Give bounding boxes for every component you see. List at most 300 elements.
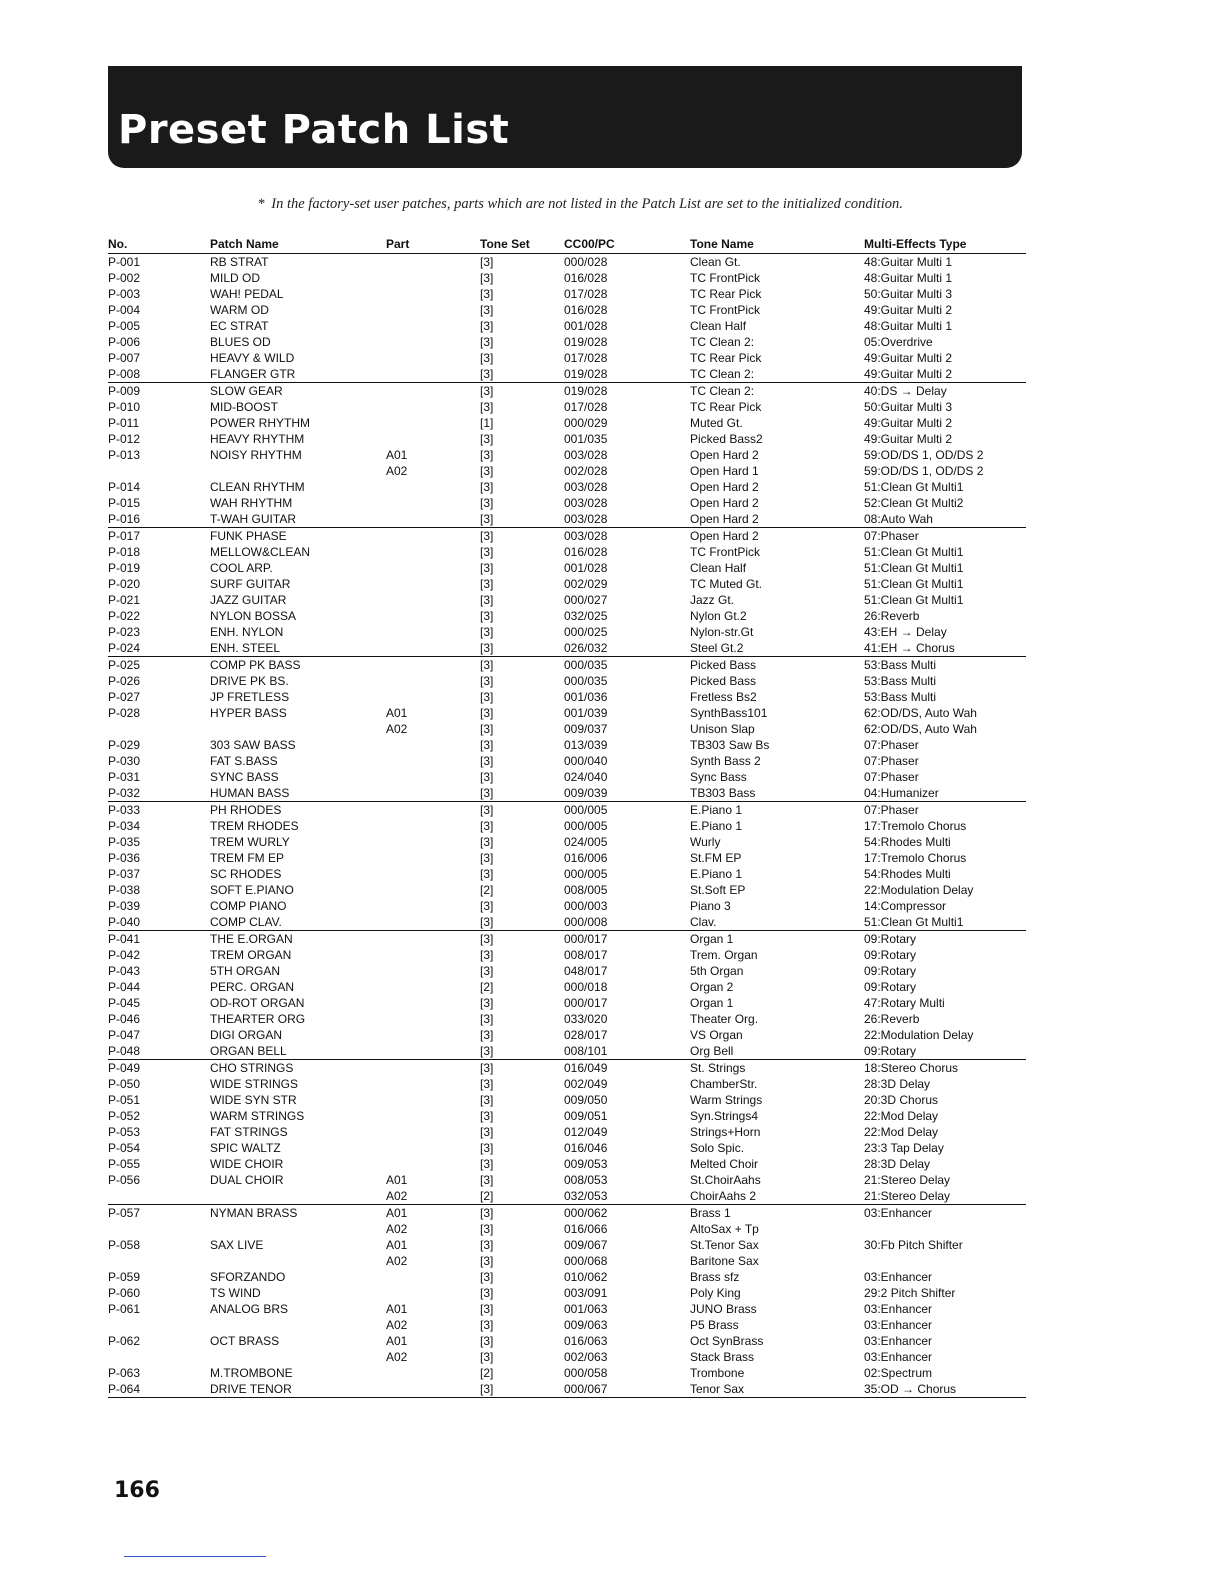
table-row xyxy=(108,689,1026,705)
cell-cc-pc: 008/053 xyxy=(564,1173,608,1187)
cell-no: P-058 xyxy=(108,1238,141,1252)
cell-tone-name: Open Hard 2 xyxy=(690,511,864,528)
cell-no: P-005 xyxy=(108,319,141,333)
cell-mfx-type: 07:Phaser xyxy=(864,803,919,817)
cell-cc-pc: 009/050 xyxy=(564,1093,608,1107)
cell-no: P-060 xyxy=(108,1286,141,1300)
table-row xyxy=(108,640,1026,657)
cell-tone-name: Wurly xyxy=(690,835,721,849)
cell-part xyxy=(386,1365,460,1381)
cell-mfx-type: 22:Mod Delay xyxy=(864,1125,939,1139)
cell-mfx-type: 40:DS → Delay xyxy=(864,384,947,398)
cell-no: P-041 xyxy=(108,932,141,946)
cell-tone-set: [3] xyxy=(480,754,494,768)
cell-tone-set: [2] xyxy=(480,883,494,897)
cell-cc-pc: 000/017 xyxy=(564,932,608,946)
table-row xyxy=(108,399,1026,415)
cell-tone-set: [3] xyxy=(480,706,494,720)
cell-mfx-type: 07:Phaser xyxy=(864,738,919,752)
cell-cc-pc: 009/039 xyxy=(564,785,690,802)
cell-patch-name: TREM RHODES xyxy=(210,819,299,833)
cell-tone-set: [3] xyxy=(480,1125,494,1139)
cell-part: A02 xyxy=(386,1222,408,1236)
cell-cc-pc: 028/017 xyxy=(564,1028,608,1042)
cell-mfx-type: 35:OD → Chorus xyxy=(864,1381,1026,1398)
cell-mfx-type: 08:Auto Wah xyxy=(864,511,1026,528)
cell-cc-pc: 002/028 xyxy=(564,464,608,478)
cell-part xyxy=(386,898,460,914)
cell-tone-name: Stack Brass xyxy=(690,1350,755,1364)
cell-cc-pc: 003/028 xyxy=(564,496,608,510)
cell-mfx-type: 51:Clean Gt Multi1 xyxy=(864,593,964,607)
cell-tone-name: Solo Spic. xyxy=(690,1141,745,1155)
cell-part: A02 xyxy=(386,1318,408,1332)
cell-patch-name: CLEAN RHYTHM xyxy=(210,480,305,494)
cell-mfx-type: 51:Clean Gt Multi1 xyxy=(864,577,964,591)
cell-tone-set: [3] xyxy=(480,658,494,672)
table-row xyxy=(108,1092,1026,1108)
cell-cc-pc: 000/067 xyxy=(564,1381,690,1398)
cell-tone-set: [3] xyxy=(480,1334,494,1348)
cell-tone-set: [3] xyxy=(480,351,494,365)
cell-cc-pc: 009/067 xyxy=(564,1238,608,1252)
cell-no: P-023 xyxy=(108,625,141,639)
cell-mfx-type: 18:Stereo Chorus xyxy=(864,1061,959,1075)
cell-part xyxy=(386,802,460,819)
cell-mfx-type: 14:Compressor xyxy=(864,899,947,913)
cell-mfx-type: 28:3D Delay xyxy=(864,1077,931,1091)
cell-patch-name: NYLON BOSSA xyxy=(210,609,297,623)
cell-cc-pc: 000/028 xyxy=(564,255,608,269)
cell-part xyxy=(386,1108,460,1124)
cell-mfx-type: 09:Rotary xyxy=(864,1043,1026,1060)
cell-tone-name: Nylon-str.Gt xyxy=(690,625,754,639)
cell-patch-name xyxy=(210,1253,386,1269)
cell-tone-set: [3] xyxy=(480,835,494,849)
table-row xyxy=(108,544,1026,560)
cell-part xyxy=(386,608,460,624)
cell-no: P-020 xyxy=(108,577,141,591)
cell-mfx-type: 49:Guitar Multi 2 xyxy=(864,366,1026,383)
cell-mfx-type: 51:Clean Gt Multi1 xyxy=(864,545,964,559)
cell-part xyxy=(386,366,460,383)
cell-tone-name: St.Tenor Sax xyxy=(690,1238,759,1252)
cell-cc-pc: 000/068 xyxy=(564,1254,608,1268)
table-row xyxy=(108,383,1026,400)
table-row xyxy=(108,1043,1026,1060)
cell-mfx-type: 62:OD/DS, Auto Wah xyxy=(864,722,977,736)
table-row xyxy=(108,1205,1026,1222)
cell-patch-name xyxy=(210,1221,386,1237)
table-row xyxy=(108,1365,1026,1381)
cell-tone-name: TC Clean 2: xyxy=(690,335,755,349)
cell-tone-name: Trem. Organ xyxy=(690,948,758,962)
cell-tone-set: [3] xyxy=(480,1141,494,1155)
cell-cc-pc: 001/028 xyxy=(564,319,608,333)
cell-tone-set: [3] xyxy=(480,1350,494,1364)
table-row xyxy=(108,1381,1026,1398)
cell-tone-name: E.Piano 1 xyxy=(690,867,743,881)
cell-no: P-022 xyxy=(108,609,141,623)
cell-mfx-type: 09:Rotary xyxy=(864,948,917,962)
table-row xyxy=(108,592,1026,608)
cell-mfx-type: 43:EH → Delay xyxy=(864,625,947,639)
cell-cc-pc: 000/018 xyxy=(564,980,608,994)
cell-tone-set: [3] xyxy=(480,1012,494,1026)
cell-tone-set: [3] xyxy=(480,1061,494,1075)
cell-tone-set: [3] xyxy=(480,932,494,946)
cell-tone-name: AltoSax + Tp xyxy=(690,1222,759,1236)
table-row xyxy=(108,866,1026,882)
cell-patch-name: JAZZ GUITAR xyxy=(210,593,287,607)
cell-mfx-type: 62:OD/DS, Auto Wah xyxy=(864,706,977,720)
cell-tone-set: [2] xyxy=(480,1366,494,1380)
cell-tone-name: Open Hard 2 xyxy=(690,448,759,462)
cell-no: P-024 xyxy=(108,640,210,657)
cell-cc-pc: 003/028 xyxy=(564,511,690,528)
header-tone-name: Tone Name xyxy=(690,236,864,254)
cell-tone-name: TC FrontPick xyxy=(690,303,761,317)
cell-no: P-055 xyxy=(108,1157,141,1171)
cell-tone-set: [3] xyxy=(480,803,494,817)
cell-tone-set: [3] xyxy=(480,335,494,349)
cell-cc-pc: 008/101 xyxy=(564,1043,690,1060)
cell-no: P-057 xyxy=(108,1206,141,1220)
cell-part: A02 xyxy=(386,1350,408,1364)
table-row xyxy=(108,818,1026,834)
cell-cc-pc: 032/053 xyxy=(564,1188,690,1205)
cell-mfx-type: 03:Enhancer xyxy=(864,1318,933,1332)
cell-no xyxy=(108,1349,210,1365)
cell-tone-name: Sync Bass xyxy=(690,770,747,784)
table-row xyxy=(108,785,1026,802)
table-row xyxy=(108,286,1026,302)
cell-part xyxy=(386,576,460,592)
cell-mfx-type: 03:Enhancer xyxy=(864,1270,933,1284)
cell-no: P-025 xyxy=(108,658,141,672)
cell-no: P-014 xyxy=(108,480,141,494)
table-row xyxy=(108,302,1026,318)
cell-tone-set: [3] xyxy=(480,1286,494,1300)
table-row xyxy=(108,560,1026,576)
cell-mfx-type: 03:Enhancer xyxy=(864,1350,933,1364)
table-row xyxy=(108,624,1026,640)
table-row xyxy=(108,318,1026,334)
cell-patch-name: 303 SAW BASS xyxy=(210,738,296,752)
cell-patch-name: TREM FM EP xyxy=(210,851,284,865)
cell-part xyxy=(386,592,460,608)
cell-tone-name: Org Bell xyxy=(690,1043,864,1060)
cell-patch-name: FLANGER GTR xyxy=(210,366,386,383)
cell-patch-name: JP FRETLESS xyxy=(210,690,290,704)
cell-no: P-009 xyxy=(108,384,141,398)
cell-patch-name: SLOW GEAR xyxy=(210,384,283,398)
cell-mfx-type: 17:Tremolo Chorus xyxy=(864,851,967,865)
cell-tone-set: [3] xyxy=(460,914,564,931)
table-row xyxy=(108,753,1026,769)
header-no: No. xyxy=(108,236,210,254)
cell-tone-name: Picked Bass2 xyxy=(690,432,763,446)
cell-part xyxy=(386,254,460,271)
cell-cc-pc: 012/049 xyxy=(564,1125,608,1139)
cell-mfx-type: 48:Guitar Multi 1 xyxy=(864,271,953,285)
cell-no: P-010 xyxy=(108,400,141,414)
cell-tone-name: Open Hard 1 xyxy=(690,464,759,478)
table-row xyxy=(108,769,1026,785)
cell-cc-pc: 009/051 xyxy=(564,1109,608,1123)
cell-tone-set: [3] xyxy=(480,1028,494,1042)
table-row xyxy=(108,931,1026,948)
cell-tone-set: [3] xyxy=(460,1381,564,1398)
cell-mfx-type: 48:Guitar Multi 1 xyxy=(864,319,953,333)
cell-no: P-027 xyxy=(108,690,141,704)
cell-mfx-type: 22:Mod Delay xyxy=(864,1109,939,1123)
table-row xyxy=(108,1124,1026,1140)
cell-tone-set: [3] xyxy=(480,480,494,494)
cell-part xyxy=(386,1060,460,1077)
cell-mfx-type: 48:Guitar Multi 1 xyxy=(864,255,953,269)
cell-cc-pc: 003/028 xyxy=(564,448,608,462)
cell-no: P-050 xyxy=(108,1077,141,1091)
cell-tone-name: TC Rear Pick xyxy=(690,287,762,301)
cell-part xyxy=(386,334,460,350)
cell-patch-name: WIDE CHOIR xyxy=(210,1157,284,1171)
cell-tone-set: [3] xyxy=(480,948,494,962)
cell-cc-pc: 009/063 xyxy=(564,1318,608,1332)
cell-part xyxy=(386,1381,460,1398)
header-tone-set: Tone Set xyxy=(460,236,564,254)
cell-part xyxy=(386,914,460,931)
cell-cc-pc: 026/032 xyxy=(564,640,690,657)
cell-part: A01 xyxy=(386,1173,408,1187)
header-cc-pc: CC00/PC xyxy=(564,236,690,254)
patch-table-body xyxy=(108,254,1026,1398)
table-row xyxy=(108,1221,1026,1237)
table-row xyxy=(108,979,1026,995)
cell-tone-set: [3] xyxy=(480,1206,494,1220)
cell-part xyxy=(386,866,460,882)
cell-part xyxy=(386,1124,460,1140)
footnote-marker: * xyxy=(258,196,266,212)
cell-no xyxy=(108,721,210,737)
cell-cc-pc: 010/062 xyxy=(564,1270,608,1284)
cell-mfx-type: 20:3D Chorus xyxy=(864,1093,939,1107)
cell-part xyxy=(386,431,460,447)
cell-no: P-001 xyxy=(108,255,141,269)
cell-tone-set: [3] xyxy=(480,529,494,543)
table-row xyxy=(108,1172,1026,1188)
cell-no: P-038 xyxy=(108,883,141,897)
table-row xyxy=(108,415,1026,431)
header-mfx-type: Multi-Effects Type xyxy=(864,236,1026,254)
cell-cc-pc: 000/040 xyxy=(564,754,608,768)
cell-no: P-013 xyxy=(108,448,141,462)
table-row xyxy=(108,721,1026,737)
cell-patch-name: WAH RHYTHM xyxy=(210,496,293,510)
cell-patch-name: SC RHODES xyxy=(210,867,282,881)
cell-no: P-036 xyxy=(108,851,141,865)
cell-patch-name: DIGI ORGAN xyxy=(210,1028,283,1042)
cell-part xyxy=(386,850,460,866)
cell-tone-name: TC Muted Gt. xyxy=(690,577,763,591)
cell-no: P-039 xyxy=(108,899,141,913)
cell-no: P-030 xyxy=(108,754,141,768)
cell-tone-name: Unison Slap xyxy=(690,722,755,736)
header-part: Part xyxy=(386,236,460,254)
cell-tone-set: [3] xyxy=(480,625,494,639)
cell-patch-name: SYNC BASS xyxy=(210,770,279,784)
cell-mfx-type: 52:Clean Gt Multi2 xyxy=(864,496,964,510)
cell-no: P-047 xyxy=(108,1028,141,1042)
cell-tone-name: Organ 2 xyxy=(690,980,734,994)
cell-cc-pc: 000/062 xyxy=(564,1206,608,1220)
table-row xyxy=(108,1269,1026,1285)
cell-tone-name: VS Organ xyxy=(690,1028,743,1042)
cell-cc-pc: 001/063 xyxy=(564,1302,608,1316)
cell-patch-name: COMP PK BASS xyxy=(210,658,301,672)
cell-tone-name: E.Piano 1 xyxy=(690,803,743,817)
cell-no: P-045 xyxy=(108,996,141,1010)
cell-mfx-type: 26:Reverb xyxy=(864,609,920,623)
cell-cc-pc: 000/025 xyxy=(564,625,608,639)
cell-tone-name: 5th Organ xyxy=(690,964,744,978)
cell-no: P-062 xyxy=(108,1334,141,1348)
cell-cc-pc: 000/035 xyxy=(564,658,608,672)
table-row xyxy=(108,1140,1026,1156)
table-row xyxy=(108,1333,1026,1349)
cell-patch-name: DUAL CHOIR xyxy=(210,1173,284,1187)
table-row xyxy=(108,995,1026,1011)
cell-tone-name: Clav. xyxy=(690,914,864,931)
cell-tone-name: Brass sfz xyxy=(690,1270,740,1284)
table-row xyxy=(108,576,1026,592)
cell-mfx-type: 02:Spectrum xyxy=(864,1366,933,1380)
table-row xyxy=(108,834,1026,850)
cell-tone-name: Open Hard 2 xyxy=(690,529,759,543)
cell-tone-name: Clean Half xyxy=(690,561,747,575)
cell-cc-pc: 008/017 xyxy=(564,948,608,962)
footer-rule xyxy=(124,1556,266,1557)
cell-part xyxy=(386,737,460,753)
cell-patch-name: FUNK PHASE xyxy=(210,529,287,543)
table-row xyxy=(108,705,1026,721)
cell-tone-set: [3] xyxy=(480,819,494,833)
cell-patch-name: HUMAN BASS xyxy=(210,785,386,802)
cell-part: A01 xyxy=(386,448,408,462)
cell-mfx-type: 49:Guitar Multi 2 xyxy=(864,303,953,317)
cell-part xyxy=(386,947,460,963)
cell-part xyxy=(386,640,460,657)
footnote-text: In the factory-set user patches, parts which are not listed in the Patch List are set to the initialized condition. xyxy=(271,196,903,212)
cell-tone-name: SynthBass101 xyxy=(690,706,768,720)
cell-cc-pc: 000/058 xyxy=(564,1366,608,1380)
cell-mfx-type: 50:Guitar Multi 3 xyxy=(864,400,953,414)
cell-no: P-049 xyxy=(108,1061,141,1075)
cell-patch-name: SPIC WALTZ xyxy=(210,1141,281,1155)
cell-no: P-016 xyxy=(108,511,210,528)
cell-part xyxy=(386,1285,460,1301)
table-row xyxy=(108,366,1026,383)
cell-mfx-type: 29:2 Pitch Shifter xyxy=(864,1286,956,1300)
cell-cc-pc: 016/028 xyxy=(564,303,608,317)
cell-tone-name: Open Hard 2 xyxy=(690,496,759,510)
cell-mfx-type: 09:Rotary xyxy=(864,980,917,994)
cell-mfx-type: 17:Tremolo Chorus xyxy=(864,819,967,833)
cell-part xyxy=(386,1027,460,1043)
cell-cc-pc: 019/028 xyxy=(564,335,608,349)
cell-no: P-046 xyxy=(108,1012,141,1026)
cell-tone-name: Organ 1 xyxy=(690,996,734,1010)
cell-no: P-004 xyxy=(108,303,141,317)
cell-cc-pc: 016/049 xyxy=(564,1061,608,1075)
cell-tone-name: St. Strings xyxy=(690,1061,746,1075)
table-row xyxy=(108,657,1026,674)
cell-cc-pc: 032/025 xyxy=(564,609,608,623)
cell-no: P-018 xyxy=(108,545,141,559)
cell-tone-name: Jazz Gt. xyxy=(690,593,735,607)
cell-tone-name: Picked Bass xyxy=(690,674,757,688)
cell-mfx-type: 22:Modulation Delay xyxy=(864,1028,974,1042)
cell-no: P-032 xyxy=(108,785,210,802)
cell-part xyxy=(386,1092,460,1108)
cell-patch-name: SOFT E.PIANO xyxy=(210,883,294,897)
cell-no: P-019 xyxy=(108,561,141,575)
cell-no: P-061 xyxy=(108,1302,141,1316)
cell-part xyxy=(386,785,460,802)
cell-no: P-007 xyxy=(108,351,141,365)
cell-cc-pc: 000/017 xyxy=(564,996,608,1010)
table-row xyxy=(108,1253,1026,1269)
cell-no: P-003 xyxy=(108,287,141,301)
cell-mfx-type: 50:Guitar Multi 3 xyxy=(864,287,953,301)
cell-cc-pc: 017/028 xyxy=(564,351,608,365)
cell-part: A01 xyxy=(386,706,408,720)
cell-part xyxy=(386,979,460,995)
cell-tone-name: P5 Brass xyxy=(690,1318,739,1332)
cell-tone-name: TC FrontPick xyxy=(690,545,761,559)
cell-tone-name: Syn.Strings4 xyxy=(690,1109,759,1123)
cell-tone-set: [3] xyxy=(480,384,494,398)
cell-tone-set: [3] xyxy=(480,545,494,559)
cell-patch-name: WAH! PEDAL xyxy=(210,287,284,301)
cell-tone-set: [3] xyxy=(480,287,494,301)
cell-patch-name: M.TROMBONE xyxy=(210,1366,293,1380)
footnote xyxy=(258,194,1018,214)
cell-patch-name: MELLOW&CLEAN xyxy=(210,545,311,559)
table-row xyxy=(108,1349,1026,1365)
cell-part xyxy=(386,383,460,400)
cell-patch-name xyxy=(210,1188,386,1205)
cell-mfx-type: 21:Stereo Delay xyxy=(864,1173,951,1187)
cell-no: P-021 xyxy=(108,593,141,607)
cell-cc-pc: 024/005 xyxy=(564,835,608,849)
cell-tone-name: St.Soft EP xyxy=(690,883,746,897)
cell-part: A01 xyxy=(386,1302,408,1316)
cell-cc-pc: 003/028 xyxy=(564,529,608,543)
cell-tone-name: Theater Org. xyxy=(690,1012,759,1026)
cell-no xyxy=(108,463,210,479)
cell-tone-set: [3] xyxy=(480,674,494,688)
cell-part xyxy=(386,318,460,334)
cell-patch-name: SAX LIVE xyxy=(210,1238,264,1252)
cell-tone-set: [3] xyxy=(480,1173,494,1187)
cell-part xyxy=(386,753,460,769)
cell-no: P-059 xyxy=(108,1270,141,1284)
cell-patch-name: ENH. STEEL xyxy=(210,640,386,657)
cell-tone-set: [3] xyxy=(480,1270,494,1284)
cell-tone-name: Oct SynBrass xyxy=(690,1334,764,1348)
cell-tone-set: [3] xyxy=(480,867,494,881)
